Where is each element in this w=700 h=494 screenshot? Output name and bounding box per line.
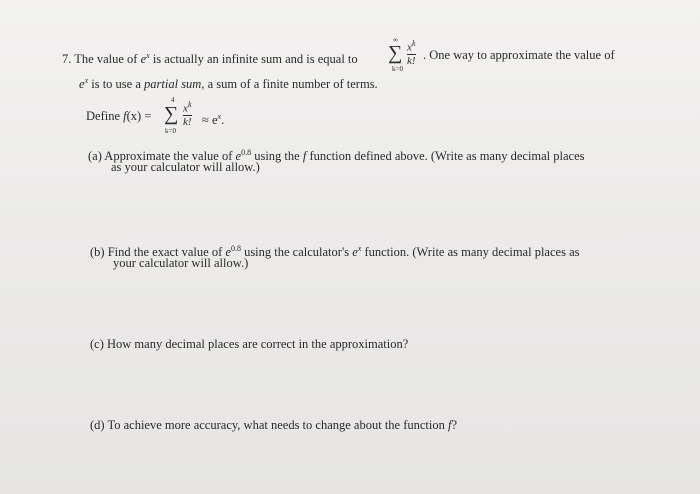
fx-text: (x) = (126, 109, 152, 123)
question-mark: ? (451, 418, 458, 432)
fraction-numerator: x (407, 41, 412, 54)
x-exponent: x (357, 244, 362, 253)
define-label (86, 109, 151, 124)
define-sum-symbol: ∑ (164, 103, 179, 125)
e-symbol: e (235, 149, 242, 164)
e-symbol: e (79, 77, 85, 92)
fraction-denominator: k! (407, 54, 416, 67)
part-b-text: (b) Find the exact value of (90, 245, 226, 260)
part-b-mid: using the calculator's (240, 245, 353, 260)
intro-text-c: . One way to approximate the value of (423, 48, 615, 62)
intro-line-2 (79, 73, 378, 92)
define-text: Define (86, 109, 124, 123)
sum-lower-limit: k=0 (392, 65, 403, 73)
exponent: 0.8 (230, 244, 241, 253)
x-exponent: x (84, 76, 89, 85)
part-a-mid: using the (251, 149, 303, 164)
part-c-line: (c) How many decimal places are correct in the approximation? (90, 337, 409, 351)
fraction-denominator: k! (183, 115, 192, 128)
approx-symbol: ≈ e (202, 113, 218, 128)
define-upper-limit: 4 (171, 96, 175, 104)
f-symbol: f (302, 149, 307, 164)
sum-upper-limit: ∞ (393, 36, 398, 44)
period: . (221, 113, 225, 128)
e-symbol: e (225, 245, 231, 260)
numerator-exponent: k (411, 39, 416, 48)
series-fraction (407, 38, 416, 67)
e-symbol: e (140, 52, 147, 67)
approx-text (202, 109, 224, 128)
part-a-text: (a) Approximate the value of (88, 149, 236, 164)
numerator-exponent: k (187, 100, 192, 109)
define-lower-limit: k=0 (165, 127, 176, 135)
part-d-text: (d) To achieve more accuracy, what needs to change about the function (90, 418, 449, 432)
partial-sum-term: partial sum (144, 77, 202, 92)
part-d-line (90, 418, 457, 433)
problem-intro-line (62, 48, 358, 67)
approx-exponent: x (217, 112, 222, 121)
fraction-numerator: x (183, 102, 188, 115)
f-symbol: f (448, 418, 452, 432)
intro-text-b: is actually an infinite sum and is equal to (149, 52, 358, 67)
part-a-line-2: as your calculator will allow.) (111, 160, 260, 174)
problem-number: 7. (62, 52, 72, 67)
sum-symbol: ∑ (388, 42, 403, 64)
part-b-line-2: your calculator will allow.) (113, 256, 249, 270)
x-exponent: x (146, 51, 150, 60)
exponent: 0.8 (241, 148, 252, 157)
part-b-rest: function. (Write as many decimal places as (361, 245, 580, 260)
line2-text-b: , a sum of a finite number of terms. (201, 77, 378, 92)
part-a-rest: function defined above. (Write as many decimal places (306, 149, 585, 164)
define-fraction (183, 99, 192, 128)
intro-text-a: The value of (74, 52, 141, 67)
f-symbol: f (123, 109, 127, 123)
line2-text-a: is to use a (88, 77, 145, 92)
e-symbol: e (352, 245, 358, 260)
